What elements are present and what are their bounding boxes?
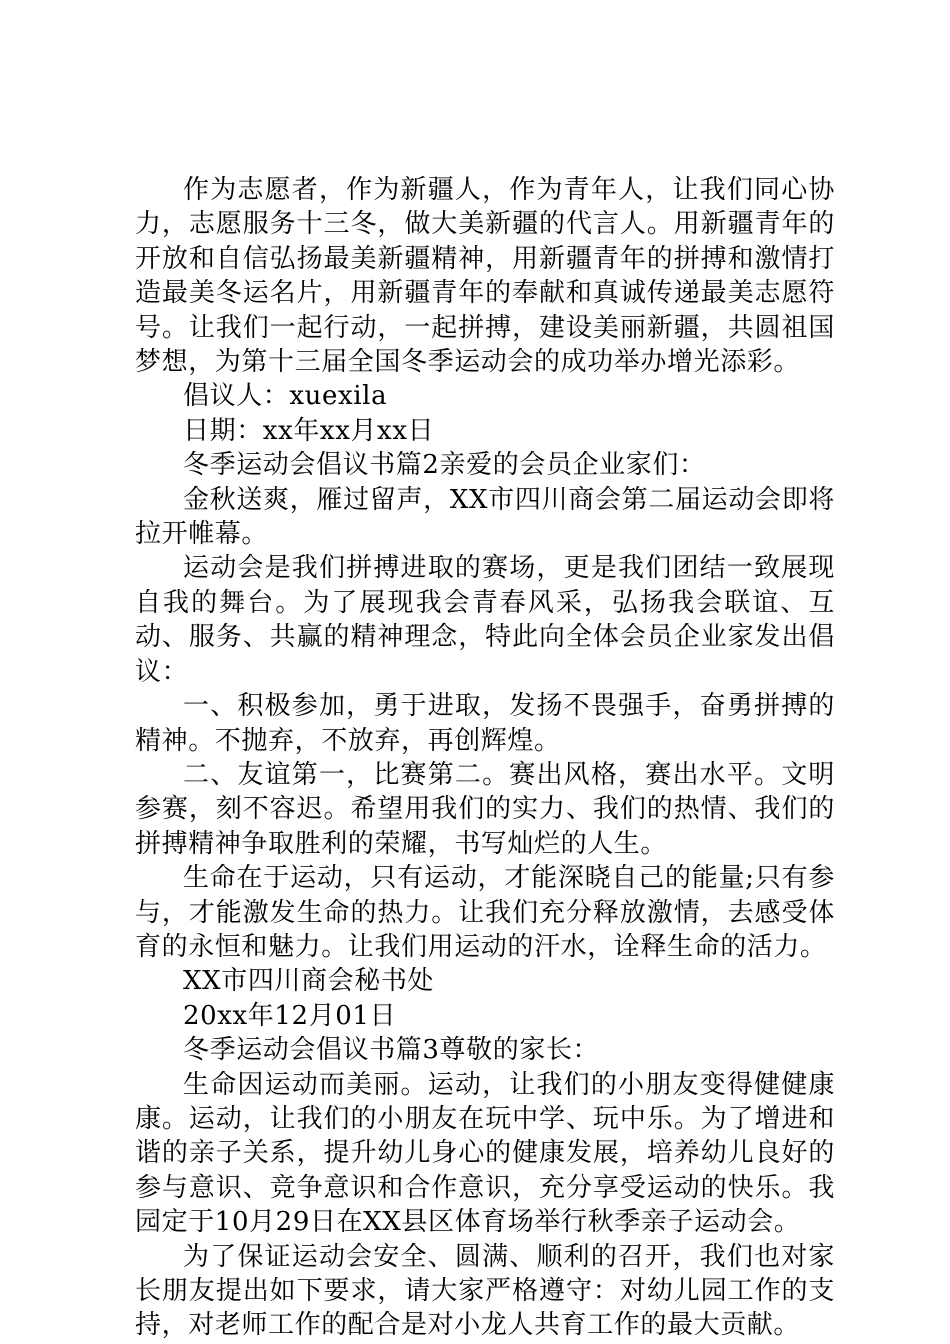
document-body bbox=[135, 173, 835, 1343]
paragraph-life-beauty: 生命因运动而美丽。运动，让我们的小朋友变得健健康康。运动，让我们的小朋友在玩中学、玩中乐。为了增进和谐的亲子关系，提升幼儿身心的健康发展，培养幼儿良好的参与意识、竞争意识和合作意识，充分享受运动的快乐。我园定于10月29日在XX县区体育场举行秋季亲子运动会。 bbox=[135, 1069, 835, 1238]
paragraph-point-one: 一、积极参加，勇于进取，发扬不畏强手，奋勇拼搏的精神。不抛弃，不放弃，再创辉煌。 bbox=[135, 691, 835, 756]
paragraph-life-in-motion: 生命在于运动，只有运动，才能深晓自己的能量;只有参与，才能激发生命的热力。让我们充分释放激情，去感受体育的永恒和魅力。让我们用运动的汗水，诠释生命的活力。 bbox=[135, 863, 835, 962]
paragraph-section-2-heading: 冬季运动会倡议书篇2亲爱的会员企业家们： bbox=[183, 450, 706, 481]
paragraph-date: 日期：xx年xx月xx日 bbox=[183, 415, 435, 446]
paragraph-secretariat: XX市四川商会秘书处 bbox=[183, 966, 435, 997]
paragraph-autumn-opening: 金秋送爽，雁过留声，XX市四川商会第二届运动会即将拉开帷幕。 bbox=[135, 484, 835, 550]
paragraph-volunteer-appeal: 作为志愿者，作为新疆人，作为青年人，让我们同心协力，志愿服务十三冬，做大美新疆的代言人。用新疆青年的开放和自信弘扬最美新疆精神，用新疆青年的拼搏和激情打造最美冬运名片，用新疆青年的奉献和真诚传递最美志愿符号。让我们一起行动，一起拼搏，建设美丽新疆，共圆祖国梦想，为第十三届全国冬季运动会的成功举办增光添彩。 bbox=[135, 175, 835, 378]
paragraph-signing-date: 20xx年12月01日 bbox=[183, 1000, 397, 1031]
paragraph-sports-stage: 运动会是我们拼搏进取的赛场，更是我们团结一致展现自我的舞台。为了展现我会青春风采，弘扬我会联谊、互动、服务、共赢的精神理念，特此向全体会员企业家发出倡议： bbox=[135, 553, 835, 687]
paragraph-requirements: 为了保证运动会安全、圆满、顺利的召开，我们也对家长朋友提出如下要求，请大家严格遵守：对幼儿园工作的支持，对老师工作的配合是对小龙人共育工作的最大贡献。 bbox=[135, 1241, 835, 1341]
paragraph-point-two: 二、友谊第一，比赛第二。赛出风格，赛出水平。文明参赛，刻不容迟。希望用我们的实力、我们的热情、我们的拼搏精神争取胜利的荣耀，书写灿烂的人生。 bbox=[135, 759, 835, 859]
paragraph-section-3-heading: 冬季运动会倡议书篇3尊敬的家长： bbox=[183, 1035, 600, 1066]
paragraph-initiator: 倡议人：xuexila bbox=[183, 381, 388, 412]
